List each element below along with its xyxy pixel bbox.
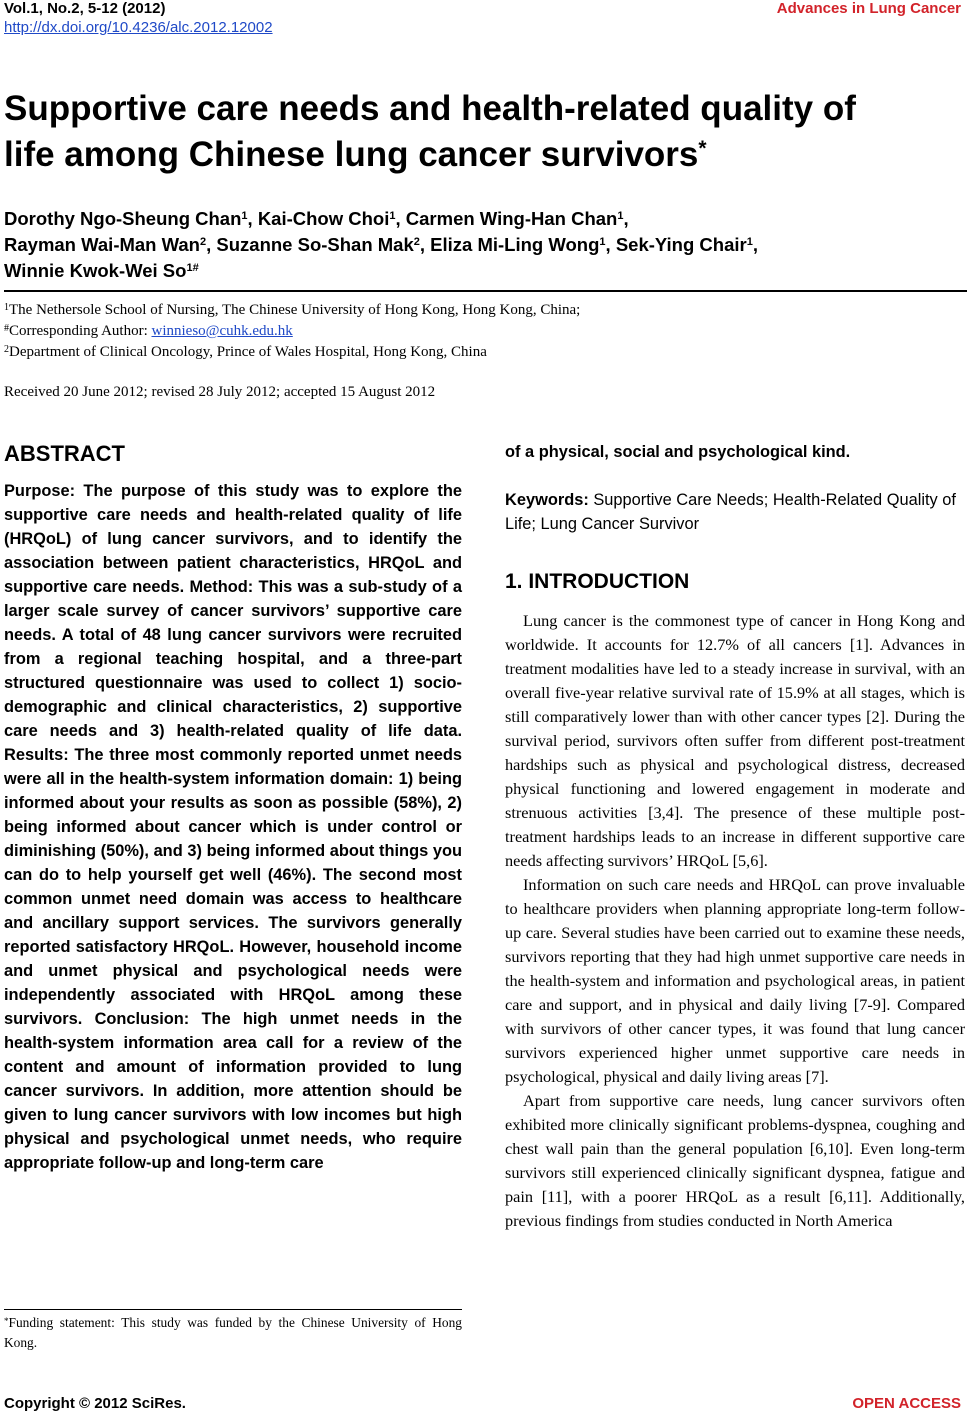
affiliation-text: The Nethersole School of Nursing, The Chinese University of Hong Kong, Hong Kong, China;: [9, 302, 581, 318]
affiliation-text: Department of Clinical Oncology, Prince of Wales Hospital, Hong Kong, China: [9, 344, 487, 360]
intro-paragraph-3: Apart from supportive care needs, lung cancer survivors often exhibited more clinically significant problems-dyspnea, coughing and chest wall pain than the general population [6,10]. Even long-term survivors still experienced clinically significant dyspnea, fatigue and pain [11], with a poorer HRQoL as a result [6,11]. Additionally, previous findings from studies conducted in North America: [505, 1091, 965, 1230]
footnote-divider: [4, 1309, 462, 1310]
received-dates: Received 20 June 2012; revised 28 July 2012; accepted 15 August 2012: [4, 384, 436, 400]
title-line-2-text: life among Chinese lung cancer survivors: [4, 135, 699, 174]
title-line-1: Supportive care needs and health-related quality of: [4, 89, 856, 128]
author-affiliation-sup: 1: [389, 210, 396, 222]
corresponding-sup: #: [4, 323, 9, 334]
doi-link[interactable]: http://dx.doi.org/10.4236/alc.2012.12002: [4, 19, 273, 36]
section-heading-introduction: 1. INTRODUCTION: [505, 570, 690, 593]
author-separator: ,: [395, 208, 406, 229]
abstract-heading: ABSTRACT: [4, 441, 125, 466]
title-footnote-mark: *: [698, 137, 707, 160]
corresponding-email-link[interactable]: winnieso@cuhk.edu.hk: [151, 323, 293, 339]
author-name: Winnie Kwok-Wei So: [4, 260, 187, 281]
open-access-label: OPEN ACCESS: [852, 1395, 961, 1412]
author-separator: ,: [247, 208, 258, 229]
author-affiliation-sup: 1: [241, 210, 248, 222]
affiliation-sup: 1: [4, 302, 9, 313]
author-affiliation-sup: 2: [199, 236, 207, 248]
abstract-text: Purpose: The purpose of this study was to explore the supportive care needs and health-related quality of life (HRQoL) of lung cancer survivors, and to identify the association between patient characteristics, HRQoL and supportive care needs. Method: This was a sub-study of a larger scale survey of cancer survivors’ supportive care needs. A total of 48 lung cancer survivors were recruited from a regional teaching hospital, and a three-part structured questionnaire was used to collect 1) socio-demographic and clinical characteristics, 2) supportive care needs and 3) health-related quality of life data. Results: The three most commonly reported unmet needs were all in the health-system information domain: 1) being informed about your results as soon as possible (58%), 2) being informed about cancer which is under control or diminishing (50%), and 3) being informed about things you can do to help yourself get well (46%). The second most common unmet need domain was access to healthcare and ancillary support services. The survivors generally reported satisfactory HRQoL. However, household income and unmet physical and psychological needs were independently associated with HRQoL among these survivors. Conclusion: The high unmet needs in the health-system information area call for a review of the content and amount of information provided to lung cancer survivors. In addition, more attention should be given to lung cancer survivors with low incomes but high physical and psychological unmet needs, who require appropriate follow-up and long-term care: [4, 482, 462, 1172]
keywords-label: Keywords:: [505, 491, 589, 509]
author-line-2: [4, 232, 959, 258]
author-name: Kai-Chow Choi: [257, 208, 390, 229]
author-name: Sek-Ying Chair: [615, 234, 747, 255]
author-name: Carmen Wing-Han Chan: [405, 208, 618, 229]
abstract-continuation: of a physical, social and psychological kind.: [505, 443, 851, 461]
affiliation-2: [4, 342, 959, 362]
author-name: Suzanne So-Shan Mak: [216, 234, 414, 255]
introduction-body: [505, 609, 965, 1233]
keywords: [505, 488, 963, 536]
funding-footnote: [4, 1313, 462, 1353]
paper-title: [4, 86, 959, 178]
author-name: Dorothy Ngo-Sheung Chan: [4, 208, 242, 229]
author-separator: ,: [605, 234, 616, 255]
journal-volume: Vol.1, No.2, 5-12 (2012): [4, 0, 166, 17]
affiliation-1: [4, 300, 959, 320]
footnote-text: Funding statement: This study was funded by the Chinese University of Hong Kong.: [4, 1315, 462, 1350]
title-divider: [4, 290, 967, 292]
author-separator: ,: [623, 208, 629, 229]
intro-paragraph-1: Lung cancer is the commonest type of cancer in Hong Kong and worldwide. It accounts for 12.7% of all cancers [1]. Advances in treatment modalities have led to a steady increase in survival, with an overall five-year relative survival rate of 15.9% at all stages, which is still comparatively lower than with other cancer types [2]. During the survival period, survivors often suffer from different post-treatment hardships such as physical and psychological distress, decreased physical functioning and lowered engagement in moderate and strenuous activities [3,4]. The presence of these multiple post-treatment hardships leads to an increase in different supportive care needs affecting survivors’ HRQoL [5,6].: [505, 611, 965, 870]
author-affiliation-sup: 1: [617, 210, 624, 222]
author-affiliation-sup: 2: [413, 236, 420, 248]
author-separator: ,: [419, 234, 431, 255]
author-affiliation-sup: 1#: [186, 262, 199, 274]
author-name: Eliza Mi-Ling Wong: [430, 234, 600, 255]
author-name: Rayman Wai-Man Wan: [4, 234, 200, 255]
author-affiliation-sup: 1: [746, 236, 753, 248]
affiliation-sup: 2: [4, 344, 9, 355]
author-list: [4, 206, 959, 284]
author-separator: ,: [206, 234, 217, 255]
journal-name: Advances in Lung Cancer: [776, 0, 961, 17]
footnote-mark: *: [4, 1316, 9, 1326]
copyright: Copyright © 2012 SciRes.: [4, 1395, 186, 1412]
corresponding-author: [4, 321, 959, 341]
corresponding-label: Corresponding Author:: [9, 323, 152, 339]
keywords-text: Supportive Care Needs; Health-Related Quality of Life; Lung Cancer Survivor: [505, 491, 956, 533]
author-line-1: [4, 206, 959, 232]
author-affiliation-sup: 1: [599, 236, 606, 248]
author-line-3: [4, 258, 959, 284]
author-separator: ,: [752, 234, 758, 255]
intro-paragraph-2: Information on such care needs and HRQoL can prove invaluable to healthcare providers when planning appropriate long-term follow-up care. Several studies have been carried out to examine these needs, survivors reporting that they had high unmet supportive care needs in the health-system and information and psychological areas, in patient care and support, and in physical and daily living [7-9]. Compared with survivors of other cancer types, it was found that lung cancer survivors experienced higher unmet supportive care needs in psychological, physical and daily living areas [7].: [505, 875, 965, 1086]
title-line-2: [4, 132, 959, 178]
